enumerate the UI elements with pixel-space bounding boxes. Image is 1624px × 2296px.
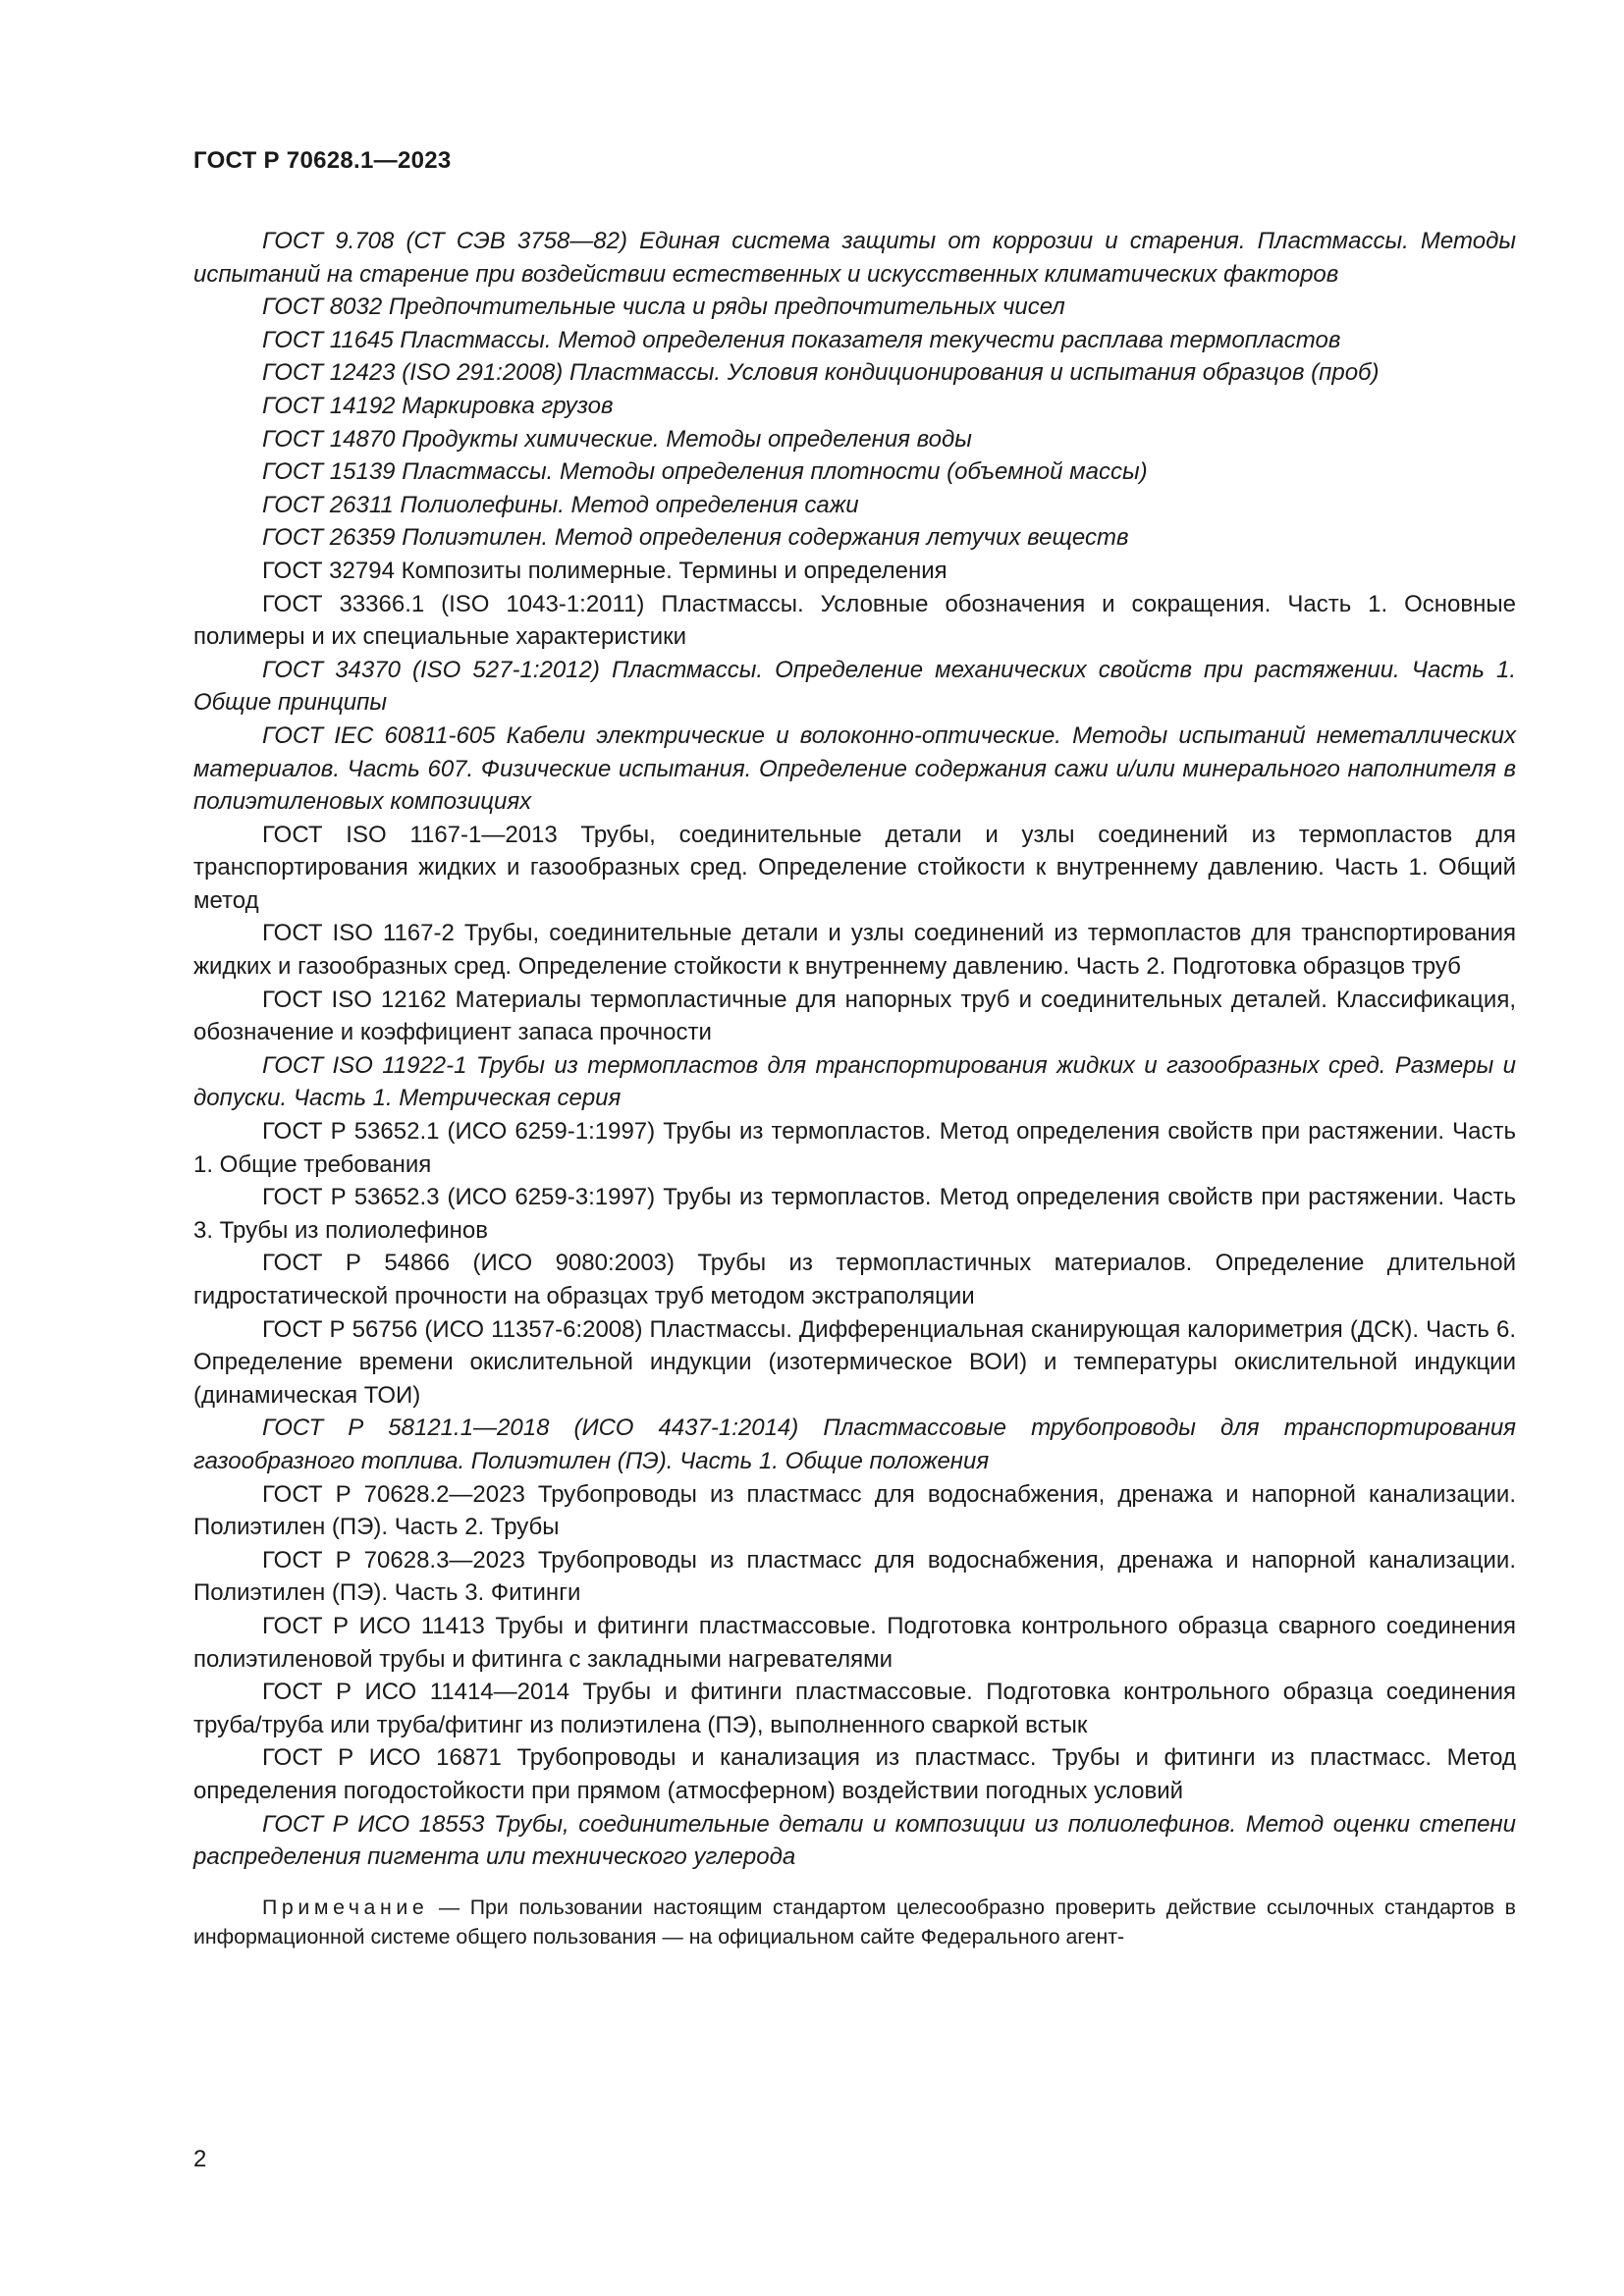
reference-item: ГОСТ ISO 11922-1 Трубы из термопластов для транспортирования жидких и газообразных сред. Размеры и допуски. Часть 1. Метрическая серия [193,1051,1516,1112]
reference-item: ГОСТ Р ИСО 11413 Трубы и фитинги пластмассовые. Подготовка контрольного образца сварного соединения полиэтиленовой трубы и фитинга с закладными нагревателями [193,1612,1516,1673]
reference-item: ГОСТ 14192 Маркировка грузов [262,392,614,419]
reference-item: ГОСТ 12423 (ISO 291:2008) Пластмассы. Условия кондиционирования и испытания образцов (проб) [262,359,1380,387]
reference-item: ГОСТ 14870 Продукты химические. Методы определения воды [262,425,972,453]
reference-item: ГОСТ Р 56756 (ИСО 11357-6:2008) Пластмассы. Дифференциальная сканирующая калориметрия (ДСК). Часть 6. Определение времени окислительной индукции (изотермическое ВОИ) и температуры окислительной индукции (динамическая ТОИ) [193,1315,1516,1409]
reference-item: ГОСТ 11645 Пластмассы. Метод определения показателя текучести расплава термопластов [262,326,1341,353]
reference-item: ГОСТ ISO 1167-1—2013 Трубы, соединительные детали и узлы соединений из термопластов для транспортирования жидких и газообразных сред. Определение стойкости к внутреннему давлению. Часть 1. Общий метод [193,821,1516,914]
reference-item: ГОСТ 34370 (ISO 527-1:2012) Пластмассы. Определение механических свойств при растяжении. Часть 1. Общие принципы [193,656,1516,717]
reference-item: ГОСТ IEC 60811-605 Кабели электрические и волоконно-оптические. Методы испытаний неметаллических материалов. Часть 607. Физические испытания. Определение содержания сажи и/или минерального наполнителя в полиэтиленовых композициях [193,721,1516,816]
page-number: 2 [193,2146,207,2172]
reference-item: ГОСТ Р 70628.3—2023 Трубопроводы из пластмасс для водоснабжения, дренажа и напорной канализации. Полиэтилен (ПЭ). Часть 3. Фитинги [193,1546,1516,1607]
note-label: Примечание [262,1895,429,1919]
reference-item: ГОСТ 8032 Предпочтительные числа и ряды предпочтительных чисел [262,294,1065,321]
note-paragraph [193,1893,1516,1952]
document-header: ГОСТ Р 70628.1—2023 [193,147,452,174]
reference-item: ГОСТ 26311 Полиолефины. Метод определения сажи [262,491,859,518]
reference-item: ГОСТ Р 53652.3 (ИСО 6259-3:1997) Трубы из термопластов. Метод определения свойств при растяжении. Часть 3. Трубы из полиолефинов [193,1184,1516,1244]
reference-item: ГОСТ Р ИСО 18553 Трубы, соединительные детали и композиции из полиолефинов. Метод оценки степени распределения пигмента или технического углерода [193,1810,1516,1871]
reference-item: ГОСТ Р 70628.2—2023 Трубопроводы из пластмасс для водоснабжения, дренажа и напорной канализации. Полиэтилен (ПЭ). Часть 2. Трубы [193,1480,1516,1541]
reference-item: ГОСТ 33366.1 (ISO 1043-1:2011) Пластмассы. Условные обозначения и сокращения. Часть 1. Основные полимеры и их специальные характеристики [193,590,1516,651]
reference-item: ГОСТ Р ИСО 16871 Трубопроводы и канализация из пластмасс. Трубы и фитинги из пластмасс. Метод определения погодостойкости при прямом (атмосферном) воздействии погодных условий [193,1744,1516,1804]
reference-item: ГОСТ Р 53652.1 (ИСО 6259-1:1997) Трубы из термопластов. Метод определения свойств при растяжении. Часть 1. Общие требования [193,1118,1516,1178]
reference-item: ГОСТ 32794 Композиты полимерные. Термины и определения [262,557,947,584]
reference-item: ГОСТ 15139 Пластмассы. Методы определения плотности (объемной массы) [262,458,1148,486]
reference-item: ГОСТ Р 58121.1—2018 (ИСО 4437-1:2014) Пластмассовые трубопроводы для транспортирования газообразного топлива. Полиэтилен (ПЭ). Часть 1. Общие положения [193,1415,1516,1474]
references-list [193,225,1516,1952]
reference-item: ГОСТ ISO 1167-2 Трубы, соединительные детали и узлы соединений из термопластов для транспортирования жидких и газообразных сред. Определение стойкости к внутреннему давлению. Часть 2. Подготовка образцов труб [193,920,1516,981]
note-text: — При пользовании настоящим стандартом целесообразно проверить действие ссылочных стандартов в информационной системе общего пользования — на официальном сайте Федерального агент- [193,1895,1516,1949]
reference-item: ГОСТ 9.708 (СТ СЭВ 3758—82) Единая система защиты от коррозии и старения. Пластмассы. Методы испытаний на старение при воздействии естественных и искусственных климатических факторов [193,228,1516,288]
reference-item: ГОСТ 26359 Полиэтилен. Метод определения содержания летучих веществ [262,524,1129,552]
reference-item: ГОСТ Р 54866 (ИСО 9080:2003) Трубы из термопластичных материалов. Определение длительной гидростатической прочности на образцах труб методом экстраполяции [193,1250,1516,1309]
reference-item: ГОСТ ISO 12162 Материалы термопластичные для напорных труб и соединительных деталей. Классификация, обозначение и коэффициент запаса прочности [193,986,1516,1046]
reference-item: ГОСТ Р ИСО 11414—2014 Трубы и фитинги пластмассовые. Подготовка контрольного образца соединения труба/труба или труба/фитинг из полиэтилена (ПЭ), выполненного сваркой встык [193,1679,1516,1738]
